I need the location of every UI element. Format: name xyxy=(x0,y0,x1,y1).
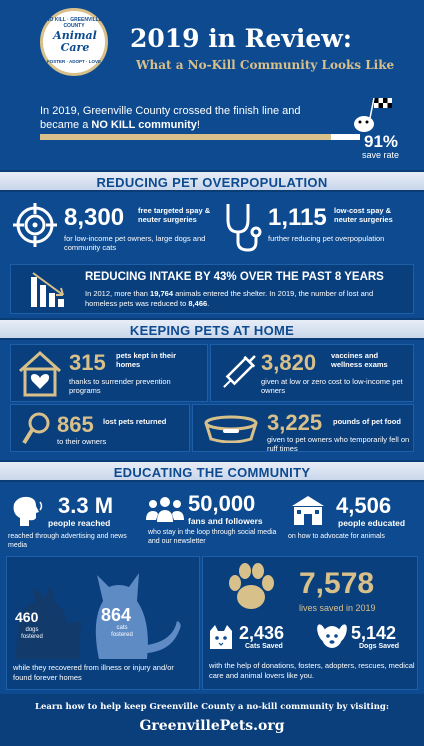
section1-header: REDUCING PET OVERPOPULATION xyxy=(0,170,424,192)
logo xyxy=(40,8,108,76)
logo-bottom-text: FOSTER · ADOPT · LOVE xyxy=(46,59,102,64)
s2-stat2 xyxy=(210,344,414,402)
s2-stat2-desc: given at low or zero cost to low-income pet owners xyxy=(261,377,403,395)
section2-header: KEEPING PETS AT HOME xyxy=(0,318,424,340)
page-subtitle: What a No-Kill Community Looks Like xyxy=(136,58,395,72)
fosters-desc: while they recovered from illness or injury and/or found forever homes xyxy=(13,663,174,682)
s2-stat2-value: 3,820 xyxy=(261,350,317,375)
chart-down-icon xyxy=(29,271,69,309)
s1-stat1 xyxy=(10,198,215,258)
logo-top-text: NO KILL · GREENVILLE COUNTY xyxy=(45,17,103,29)
cat-face-icon xyxy=(207,623,235,651)
footer xyxy=(0,694,424,746)
s2-stat3-desc: to their owners xyxy=(57,437,107,446)
crosshair-icon xyxy=(12,202,58,248)
intro-text: In 2019, Greenville County crossed the finish line and became a NO KILL community! xyxy=(40,105,301,131)
s2-stat1-value: 315 xyxy=(69,350,106,375)
s2-stat3 xyxy=(10,404,190,452)
s3-stat1-label: people reached xyxy=(48,518,111,528)
cats-fostered-label: cats fostered xyxy=(111,625,133,638)
header xyxy=(0,0,424,92)
intro-bold: NO KILL community xyxy=(91,119,197,131)
s3-stat2 xyxy=(144,488,284,552)
dog-face-icon xyxy=(317,621,347,651)
cats-saved-label: Cats Saved xyxy=(245,643,283,650)
s1-stat2-value: 1,115 xyxy=(268,204,327,231)
dogs-fostered-label: dogs fostered xyxy=(21,627,43,640)
lives-panel xyxy=(202,556,418,690)
paw-print-icon xyxy=(225,561,277,613)
stethoscope-icon xyxy=(222,202,262,252)
intake-text: In 2012, more than 19,764 animals entered the shelter. In 2019, the number of lost and homeless pets was reduced to 8,466. xyxy=(85,289,374,308)
s2-stat1-desc: thanks to surrender prevention programs xyxy=(69,377,171,395)
footer-cta: Learn how to help keep Greenville County a no-kill community by visiting: xyxy=(35,702,389,712)
cats-fostered-value: 864 xyxy=(101,605,132,625)
progress-track xyxy=(40,134,360,140)
save-rate-value: 91% xyxy=(364,132,399,151)
dog-flag-icon xyxy=(350,96,400,136)
cats-saved-value: 2,436 xyxy=(239,623,285,643)
s1-stat1-value: 8,300 xyxy=(64,204,125,231)
s1-stat1-desc: for low-income pet owners, large dogs and community cats xyxy=(64,234,206,252)
house-heart-icon xyxy=(17,349,63,397)
s2-stat1-label: pets kept in their homes xyxy=(116,351,177,369)
s3-stat2-value: 50,000 xyxy=(188,491,256,516)
dogs-saved-value: 5,142 xyxy=(351,623,397,643)
logo-main-1: Animal xyxy=(53,29,97,42)
s2-stat3-label: lost pets returned xyxy=(103,417,167,426)
s1-stat2-desc: further reducing pet overpopulation xyxy=(268,234,385,243)
logo-main-2: Care xyxy=(60,41,90,54)
school-icon xyxy=(290,494,326,526)
save-rate-label: save rate xyxy=(362,150,400,160)
lives-saved-label: lives saved in 2019 xyxy=(299,603,376,613)
s2-stat4-label: pounds of pet food xyxy=(333,417,401,426)
magnifier-icon xyxy=(21,411,51,447)
food-bowl-icon xyxy=(203,415,259,443)
intake-panel xyxy=(10,264,414,314)
s3-stat1-desc: reached through advertising and news media xyxy=(8,533,127,549)
intake-title: REDUCING INTAKE BY 43% OVER THE PAST 8 YEARS xyxy=(85,271,384,283)
dogs-fostered-value: 460 xyxy=(15,609,39,625)
s3-stat3-desc: on how to advocate for animals xyxy=(288,533,385,540)
s1-stat2 xyxy=(218,198,418,258)
dogs-saved-label: Dogs Saved xyxy=(359,643,400,650)
s2-stat4 xyxy=(192,404,414,452)
speaking-head-icon xyxy=(10,494,44,528)
page-title: 2019 in Review: xyxy=(130,24,353,53)
s2-stat3-value: 865 xyxy=(57,412,94,437)
s3-stat2-label: fans and followers xyxy=(188,516,263,526)
s3-stat3-label: people educated xyxy=(338,518,406,528)
fosters-panel xyxy=(6,556,200,690)
section3-header: EDUCATING THE COMMUNITY xyxy=(0,460,424,482)
s3-stat3-value: 4,506 xyxy=(336,493,392,518)
s3-stat3 xyxy=(286,488,420,552)
s1-stat1-label: free targeted spay & neuter surgeries xyxy=(138,206,211,224)
progress-fill xyxy=(40,134,331,140)
s2-stat4-value: 3,225 xyxy=(267,410,323,435)
s3-stat1-value: 3.3 M xyxy=(58,493,114,518)
s3-stat2-desc: who stay in the loop through social media and our newsletter xyxy=(148,529,277,545)
lives-saved-value: 7,578 xyxy=(299,567,375,600)
footer-url-link[interactable]: GreenvillePets.org xyxy=(139,718,285,734)
intro xyxy=(0,92,424,162)
s2-stat1 xyxy=(10,344,208,402)
s1-stat2-label: low-cost spay & neuter surgeries xyxy=(334,206,393,224)
people-group-icon xyxy=(146,494,184,524)
s2-stat2-label: vaccines and wellness exams xyxy=(331,351,388,369)
syringe-icon xyxy=(217,349,259,397)
lives-desc: with the help of donations, fosters, adopters, rescues, medical care and animal lovers like you. xyxy=(209,661,415,680)
s3-stat1 xyxy=(6,488,142,552)
s2-stat4-desc: given to pet owners who temporarily fell on ruff times xyxy=(267,435,410,453)
